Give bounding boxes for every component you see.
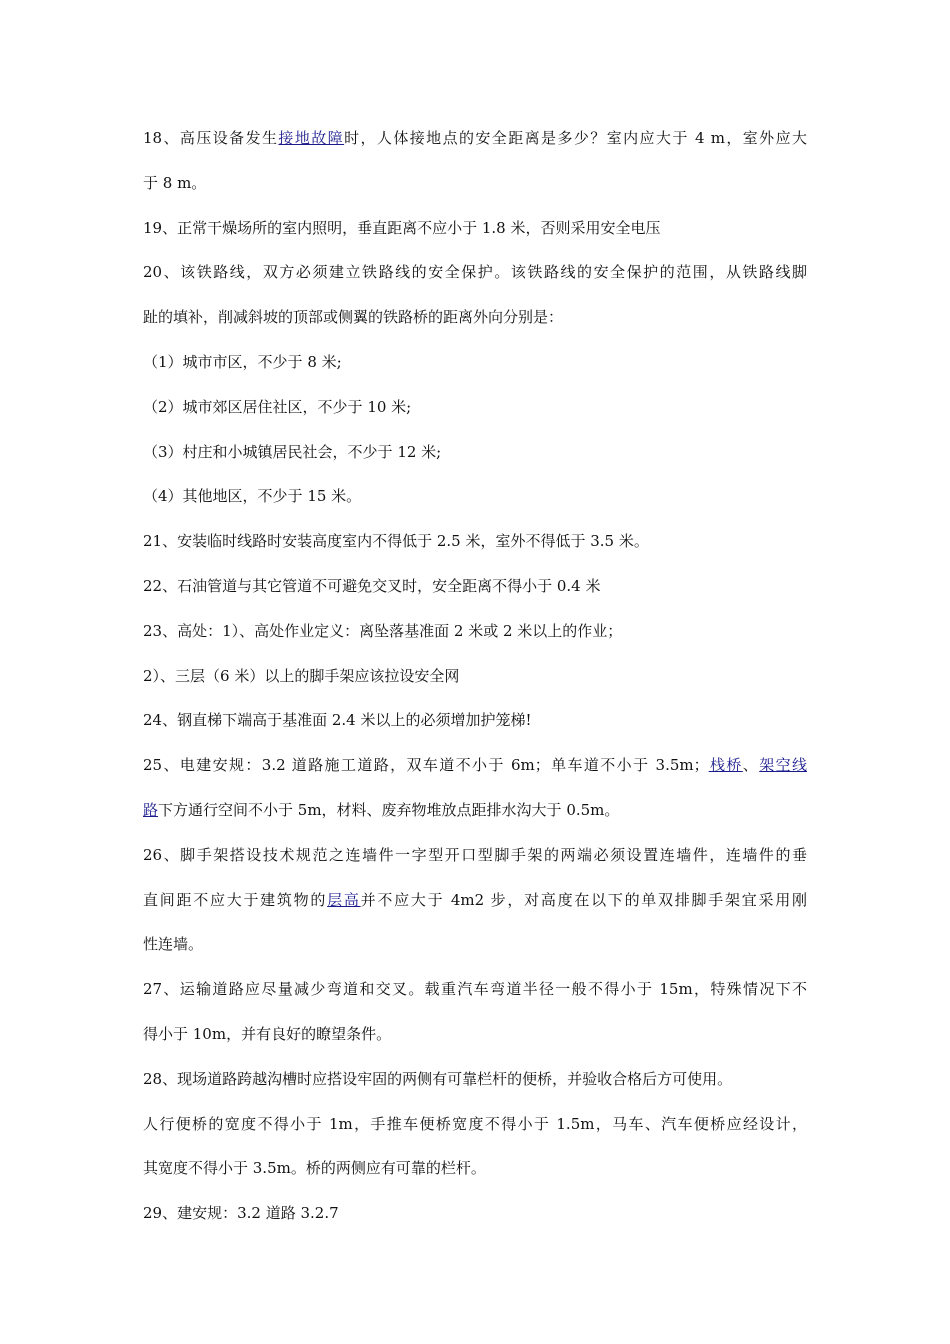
text-segment: 21、安装临时线路时安装高度室内不得低于 2.5 米，室外不得低于 3.5 米。 [143,532,649,551]
text-line [143,1197,807,1242]
text-line [143,570,807,615]
text-line [143,794,807,839]
document-body [143,122,807,1242]
text-line [143,1018,807,1063]
text-segment: 18、高压设备发生 [143,129,279,147]
text-segment: （4）其他地区，不少于 15 米。 [143,487,362,506]
text-line [143,839,807,884]
hyperlink[interactable]: 层高 [327,890,361,909]
text-line [143,301,807,346]
text-segment: 20、该铁路线，双方必须建立铁路线的安全保护。该铁路线的安全保护的范围，从铁路线脚 [143,263,807,282]
text-segment: 22、石油管道与其它管道不可避免交叉时，安全距离不得小于 0.4 米 [143,576,601,595]
text-segment: 并不应大于 4m2 步，对高度在以下的单双排脚手架宜采用刚 [360,890,807,909]
text-segment: 2）、三层（6 米）以上的脚手架应该拉设安全网 [143,666,460,685]
text-segment: 下方通行空间不小于 5m，材料、废弃物堆放点距排水沟大于 0.5m。 [158,800,620,819]
text-segment: 人行便桥的宽度不得小于 1m，手推车便桥宽度不得小于 1.5m，马车、汽车便桥应经设计， [143,1114,807,1133]
text-segment: 直间距不应大于建筑物的 [143,890,328,909]
text-segment: 28、现场道路跨越沟槽时应搭设牢固的两侧有可靠栏杆的便桥，并验收合格后方可使用。 [143,1069,733,1088]
text-segment: 于 8 m。 [143,173,207,192]
text-line [143,212,807,257]
text-line [143,973,807,1018]
text-segment: 26、脚手架搭设技术规范之连墙件一字型开口型脚手架的两端必须设置连墙件，连墙件的垂 [143,845,807,864]
hyperlink[interactable]: 栈桥 [708,756,743,775]
text-segment: 24、钢直梯下端高于基准面 2.4 米以上的必须增加护笼梯! [143,711,532,730]
text-segment: 得小于 10m，并有良好的瞭望条件。 [143,1024,392,1043]
text-line [143,1152,807,1197]
text-line [143,660,807,705]
text-line [143,436,807,481]
text-line [143,391,807,436]
text-line [143,884,807,929]
text-line [143,256,807,301]
text-line [143,749,807,794]
text-line [143,122,807,167]
text-line [143,346,807,391]
text-segment: 性连墙。 [143,935,204,954]
text-segment: 23、高处：1）、高处作业定义：离坠落基准面 2 米或 2 米以上的作业； [143,621,623,640]
text-line [143,167,807,212]
text-line [143,480,807,525]
text-segment: 趾的填补，削减斜坡的顶部或侧翼的铁路桥的距离外向分别是： [143,308,564,327]
text-segment: （3）村庄和小城镇居民社会，不少于 12 米; [143,442,442,461]
text-line [143,928,807,973]
text-segment: 时，人体接地点的安全距离是多少？室内应大于 4 m，室外应大 [344,129,807,147]
text-segment: （1）城市市区，不少于 8 米; [143,352,342,371]
hyperlink[interactable]: 架空线 [759,756,807,775]
text-line [143,525,807,570]
text-line [143,1108,807,1153]
text-segment: 19、正常干燥场所的室内照明，垂直距离不应小于 1.8 米，否则采用安全电压 [143,218,661,237]
text-segment: 、 [742,756,760,775]
text-line [143,704,807,749]
text-segment: 其宽度不得小于 3.5m。桥的两侧应有可靠的栏杆。 [143,1159,486,1178]
text-segment: （2）城市郊区居住社区，不少于 10 米; [143,397,412,416]
text-segment: 29、建安规：3.2 道路 3.2.7 [143,1204,339,1223]
text-line [143,615,807,660]
text-segment: 27、运输道路应尽量减少弯道和交叉。载重汽车弯道半径一般不得小于 15m，特殊情况下不 [143,980,807,999]
text-line [143,1063,807,1108]
hyperlink[interactable]: 路 [143,800,159,819]
hyperlink[interactable]: 接地故障 [278,129,345,147]
text-segment: 25、电建安规：3.2 道路施工道路，双车道不小于 6m；单车道不小于 3.5m； [143,756,709,775]
